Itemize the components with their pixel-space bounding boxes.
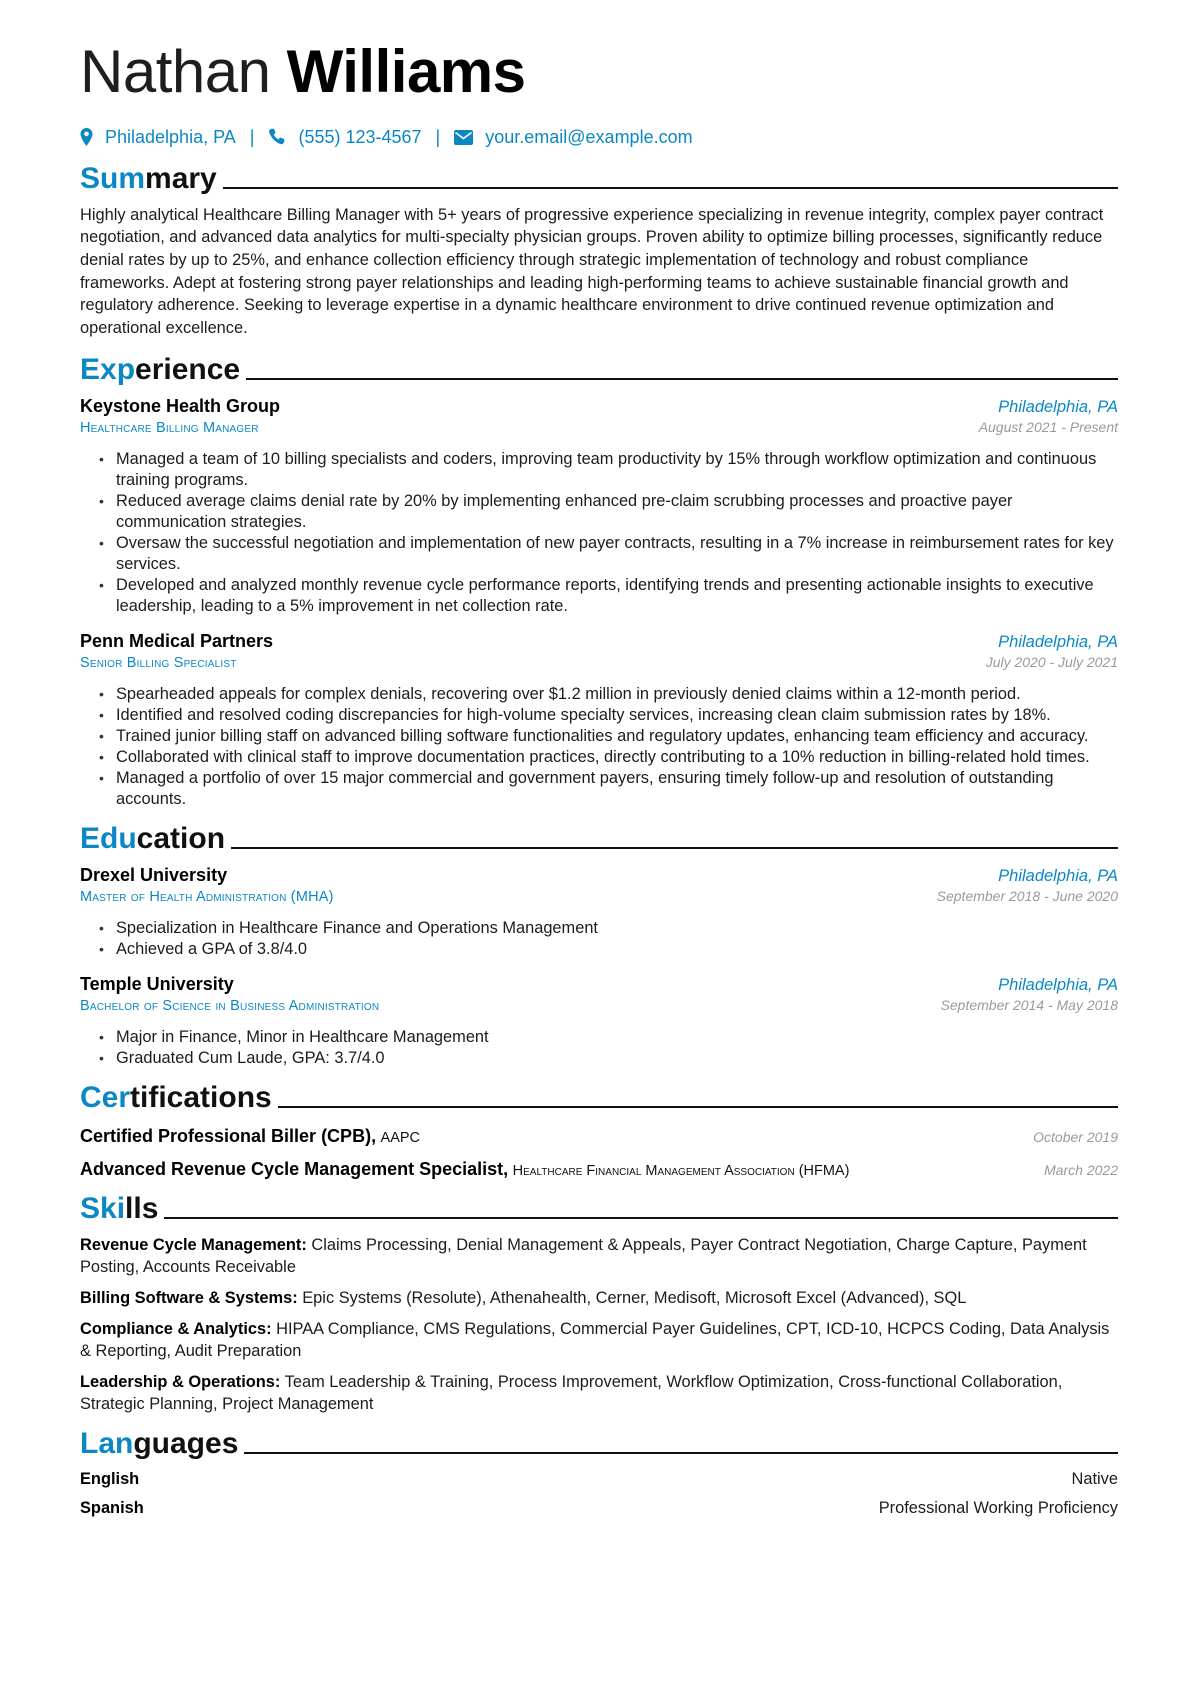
contact-bar <box>80 127 1118 148</box>
heading-accent: Cer <box>80 1081 131 1115</box>
job-dates: July 2020 - July 2021 <box>985 654 1118 671</box>
heading-accent: Sum <box>80 161 146 195</box>
heading-rest: lls <box>125 1192 159 1226</box>
certification-issuer: AAPC <box>380 1130 421 1147</box>
heading-rest: tifications <box>130 1081 272 1115</box>
skill-group-values: Claims Processing, Denial Management & Appeals, Payer Contract Negotiation, Charge Capture, Payment Posting, Accounts Receivable <box>80 1236 1087 1277</box>
education-entry <box>80 974 1118 1069</box>
contact-separator: | <box>435 126 441 147</box>
achievement-item: • Reduced average claims denial rate by 20% by implementing enhanced pre-claim scrubbing processes and proactive payer communication strategies. <box>116 491 1118 533</box>
section-heading-languages <box>80 1427 1118 1460</box>
section-heading-skills <box>80 1192 1118 1225</box>
education-entry <box>80 865 1118 960</box>
language-row <box>80 1499 1118 1518</box>
certification-item: Certified Professional Biller (CPB), AAPC October 2019 <box>80 1126 1118 1147</box>
heading-accent: Exp <box>80 353 136 387</box>
language-name: English <box>80 1470 140 1489</box>
skill-group <box>80 1318 1118 1362</box>
job-title: Healthcare Billing Manager <box>80 420 259 437</box>
last-name: Williams <box>286 38 526 105</box>
heading-rest: guages <box>133 1427 239 1461</box>
section-heading-summary <box>80 162 1118 195</box>
email-text: your.email@example.com <box>485 126 693 147</box>
employer-name: Penn Medical Partners <box>80 631 274 652</box>
certification-issuer: Healthcare Financial Management Association (HFMA) <box>512 1163 850 1180</box>
skill-group <box>80 1287 1118 1309</box>
section-rule <box>244 1452 1118 1454</box>
skill-group-values: Team Leadership & Training, Process Improvement, Workflow Optimization, Cross-functional Collaboration, Strategic Planning, Project Management <box>80 1373 1063 1414</box>
heading-accent: Ski <box>80 1192 126 1226</box>
education-detail-item: • Graduated Cum Laude, GPA: 3.7/4.0 <box>116 1048 1118 1069</box>
achievement-item: • Trained junior billing staff on advanced billing software functionalities and regulatory updates, enhancing team efficiency and accuracy. <box>116 726 1118 747</box>
achievement-item: • Identified and resolved coding discrepancies for high-volume specialty services, increasing clean claim submission rates by 18%. <box>116 705 1118 726</box>
contact-separator: | <box>249 126 255 147</box>
achievement-item: • Collaborated with clinical staff to improve documentation practices, directly contributing to a 10% reduction in billing-related hold times. <box>116 747 1118 768</box>
job-location: Philadelphia, PA <box>998 633 1118 652</box>
candidate-name <box>80 40 1118 105</box>
experience-entry <box>80 396 1118 617</box>
section-rule <box>231 847 1118 849</box>
school-location: Philadelphia, PA <box>998 976 1118 995</box>
section-heading-certifications <box>80 1081 1118 1114</box>
skill-group-label: Leadership & Operations: <box>80 1373 281 1392</box>
school-dates: September 2018 - June 2020 <box>936 888 1118 905</box>
achievement-item: • Managed a portfolio of over 15 major commercial and government payers, ensuring timely follow-up and resolution of outstanding accounts. <box>116 768 1118 810</box>
contact-phone[interactable] <box>268 127 421 148</box>
achievement-item: • Oversaw the successful negotiation and implementation of new payer contracts, resulting in a 7% increase in reimbursement rates for key services. <box>116 533 1118 575</box>
language-name: Spanish <box>80 1499 144 1518</box>
first-name: Nathan <box>80 38 271 105</box>
experience-entry <box>80 631 1118 810</box>
section-heading-education <box>80 822 1118 855</box>
job-location: Philadelphia, PA <box>998 398 1118 417</box>
phone-text: (555) 123-4567 <box>298 126 422 147</box>
location-text: Philadelphia, PA <box>105 126 236 147</box>
skill-group-label: Revenue Cycle Management: <box>80 1236 307 1255</box>
employer-name: Keystone Health Group <box>80 396 281 417</box>
contact-email[interactable] <box>454 127 692 148</box>
heading-rest: cation <box>136 822 226 856</box>
job-title: Senior Billing Specialist <box>80 655 237 672</box>
education-detail-item: • Achieved a GPA of 3.8/4.0 <box>116 939 1118 960</box>
achievement-item: • Managed a team of 10 billing specialists and coders, improving team productivity by 15% through workflow optimization and continuous training programs. <box>116 449 1118 491</box>
section-rule <box>164 1217 1118 1219</box>
school-name: Drexel University <box>80 865 228 886</box>
education-detail-item: • Major in Finance, Minor in Healthcare Management <box>116 1027 1118 1048</box>
summary-text: Highly analytical Healthcare Billing Manager with 5+ years of progressive experience specializing in revenue integrity, complex payer contract negotiation, and advanced data analytics for multi-specialty physician groups. Proven ability to optimize billing processes, significantly reduce denial rates by up to 25%, and enhance collection efficiency through strategic implementation of technology and robust compliance frameworks. Adept at fostering strong payer relationships and leading high-performing teams to achieve sustainable financial growth and regulatory adherence. Seeking to leverage expertise in a dynamic healthcare environment to drive continued revenue optimization and operational excellence. <box>80 205 1104 337</box>
skill-group-label: Compliance & Analytics: <box>80 1320 272 1339</box>
heading-rest: erience <box>135 353 241 387</box>
phone-icon <box>268 128 286 146</box>
skill-group-label: Billing Software & Systems: <box>80 1289 298 1308</box>
education-detail-list <box>80 1027 1118 1069</box>
skill-group <box>80 1371 1118 1415</box>
school-dates: September 2014 - May 2018 <box>940 997 1118 1014</box>
certification-item: Advanced Revenue Cycle Management Specialist, Healthcare Financial Management Association (HFMA) March 2022 <box>80 1159 1118 1180</box>
skill-group-values: HIPAA Compliance, CMS Regulations, Commercial Payer Guidelines, CPT, ICD-10, HCPCS Coding, Data Analysis & Reporting, Audit Preparation <box>80 1320 1110 1361</box>
school-location: Philadelphia, PA <box>998 867 1118 886</box>
achievement-list <box>80 449 1118 617</box>
language-level: Native <box>1071 1470 1118 1489</box>
achievement-item: • Spearheaded appeals for complex denials, recovering over $1.2 million in previously denied claims within a 12-month period. <box>116 684 1118 705</box>
section-rule <box>246 378 1118 380</box>
section-rule <box>223 187 1118 189</box>
heading-accent: Lan <box>80 1427 134 1461</box>
heading-rest: mary <box>145 161 217 195</box>
job-dates: August 2021 - Present <box>978 419 1118 436</box>
language-row <box>80 1470 1118 1489</box>
achievement-item: • Developed and analyzed monthly revenue cycle performance reports, identifying trends and presenting actionable insights to executive leadership, leading to a 5% improvement in net collection rate. <box>116 575 1118 617</box>
degree-name: Master of Health Administration (MHA) <box>80 889 334 906</box>
certification-date: October 2019 <box>1033 1129 1118 1146</box>
map-pin-icon <box>80 128 93 146</box>
contact-location <box>80 127 236 148</box>
skill-group-values: Epic Systems (Resolute), Athenahealth, Cerner, Medisoft, Microsoft Excel (Advanced), SQL <box>302 1289 967 1308</box>
achievement-list <box>80 684 1118 810</box>
section-heading-experience <box>80 353 1118 386</box>
certification-date: March 2022 <box>1044 1162 1118 1179</box>
education-detail-item: • Specialization in Healthcare Finance and Operations Management <box>116 918 1118 939</box>
heading-accent: Edu <box>80 822 137 856</box>
envelope-icon <box>454 130 473 145</box>
certification-name: Certified Professional Biller (CPB) <box>80 1126 372 1147</box>
school-name: Temple University <box>80 974 234 995</box>
skill-group <box>80 1234 1118 1278</box>
section-rule <box>278 1106 1118 1108</box>
education-detail-list <box>80 918 1118 960</box>
certification-name: Advanced Revenue Cycle Management Specialist <box>80 1159 504 1180</box>
degree-name: Bachelor of Science in Business Administration <box>80 998 380 1015</box>
language-level: Professional Working Proficiency <box>878 1499 1118 1518</box>
